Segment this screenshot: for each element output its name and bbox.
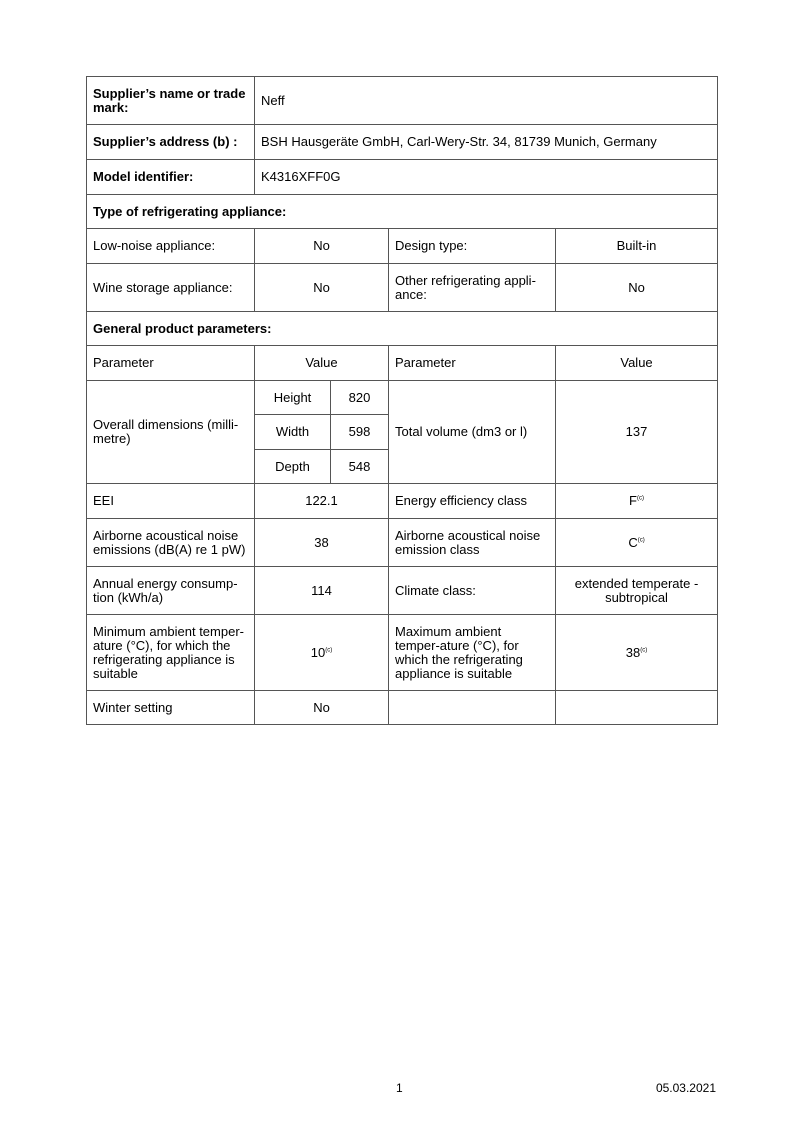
total-volume-value: 137 — [556, 381, 718, 484]
annual-energy-row — [87, 567, 718, 615]
product-information-sheet — [86, 76, 718, 725]
eei-value: 122.1 — [255, 484, 389, 519]
eei-label: EEI — [87, 484, 255, 519]
annual-energy-value: 114 — [255, 567, 389, 615]
model-identifier-label: Model identifier: — [87, 160, 255, 195]
document-date: 05.03.2021 — [655, 1081, 716, 1095]
width-label: Width — [255, 415, 331, 450]
model-identifier-value: K4316XFF0G — [255, 160, 718, 195]
noise-class-cell — [556, 519, 718, 567]
dimensions-height-row — [87, 381, 718, 415]
winter-setting-label: Winter setting — [87, 691, 255, 725]
min-temperature-value: 10 — [310, 644, 326, 660]
noise-emissions-value: 38 — [255, 519, 389, 567]
noise-class-note: (c) — [637, 537, 645, 544]
energy-class-value: F — [629, 493, 637, 508]
column-header-row — [87, 346, 718, 381]
supplier-address-row — [87, 125, 718, 160]
max-temperature-cell — [556, 615, 718, 691]
design-type-value: Built-in — [556, 229, 718, 264]
annual-energy-label: Annual energy consump-tion (kWh/a) — [87, 567, 255, 615]
page-number: 1 — [396, 1081, 403, 1095]
wine-storage-label: Wine storage appliance: — [87, 264, 255, 312]
column-header-value: Value — [255, 346, 389, 381]
other-refrigerating-label: Other refrigerating appli-ance: — [389, 264, 556, 312]
low-noise-label: Low-noise appliance: — [87, 229, 255, 264]
column-header-parameter: Parameter — [87, 346, 255, 381]
supplier-address-label: Supplier’s address (b) : — [87, 125, 255, 160]
height-value: 820 — [331, 381, 389, 415]
climate-class-value: extended temperate - subtropical — [556, 567, 718, 615]
height-label: Height — [255, 381, 331, 415]
type-section-heading: Type of refrigerating appliance: — [87, 195, 718, 229]
depth-label: Depth — [255, 450, 331, 484]
ambient-temperature-row — [87, 615, 718, 691]
noise-emissions-label: Airborne acoustical noise emissions (dB(A) re 1 pW) — [87, 519, 255, 567]
design-type-label: Design type: — [389, 229, 556, 264]
climate-class-label: Climate class: — [389, 567, 556, 615]
wine-storage-row — [87, 264, 718, 312]
supplier-name-row — [87, 77, 718, 125]
width-value: 598 — [331, 415, 389, 450]
general-section-heading: General product parameters: — [87, 312, 718, 346]
energy-class-note: (c) — [637, 495, 644, 502]
energy-class-label: Energy efficiency class — [389, 484, 556, 519]
supplier-address-value: BSH Hausgeräte GmbH, Carl-Wery-Str. 34, 81739 Munich, Germany — [255, 125, 718, 160]
model-identifier-row — [87, 160, 718, 195]
other-refrigerating-value: No — [556, 264, 718, 312]
total-volume-label: Total volume (dm3 or l) — [389, 381, 556, 484]
noise-class-label: Airborne acoustical noise emission class — [389, 519, 556, 567]
empty-cell — [389, 691, 556, 725]
max-temperature-note: (c) — [640, 647, 648, 654]
noise-row — [87, 519, 718, 567]
wine-storage-value: No — [255, 264, 389, 312]
type-section-row — [87, 195, 718, 229]
energy-class-cell — [556, 484, 718, 519]
column-header-value-2: Value — [556, 346, 718, 381]
min-temperature-cell — [255, 615, 389, 691]
column-header-parameter-2: Parameter — [389, 346, 556, 381]
overall-dimensions-label: Overall dimensions (milli-metre) — [87, 381, 255, 484]
depth-value: 548 — [331, 450, 389, 484]
empty-cell — [556, 691, 718, 725]
winter-setting-row — [87, 691, 718, 725]
eei-row — [87, 484, 718, 519]
noise-class-value: C — [628, 534, 638, 550]
max-temperature-label: Maximum ambient temper-ature (°C), for which the refrigerating appliance is suitable — [389, 615, 556, 691]
min-temperature-note: (c) — [325, 647, 333, 654]
supplier-name-label: Supplier’s name or trade mark: — [87, 77, 255, 125]
max-temperature-value: 38 — [625, 644, 641, 660]
winter-setting-value: No — [255, 691, 389, 725]
low-noise-row — [87, 229, 718, 264]
supplier-name-value: Neff — [255, 77, 718, 125]
low-noise-value: No — [255, 229, 389, 264]
min-temperature-label: Minimum ambient temper-ature (°C), for which the refrigerating appliance is suitable — [87, 615, 255, 691]
general-section-row — [87, 312, 718, 346]
